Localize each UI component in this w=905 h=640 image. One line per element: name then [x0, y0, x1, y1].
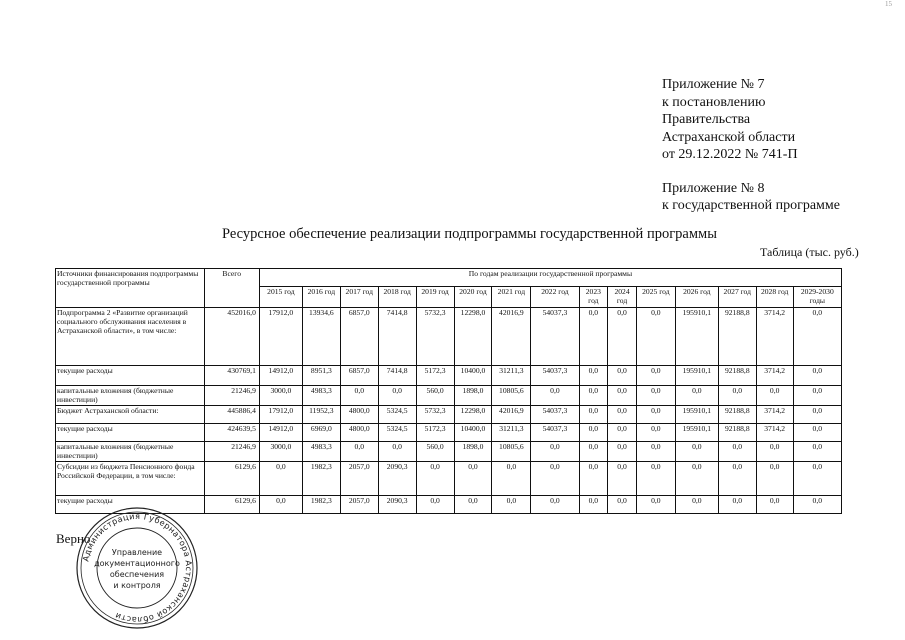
row-year-value: 0,0	[259, 496, 302, 514]
row-year-value: 2090,3	[378, 462, 416, 496]
verified-signature-label: Верно	[56, 531, 91, 546]
row-year-value: 195910,1	[675, 308, 718, 366]
row-year-value: 1982,3	[302, 496, 340, 514]
header-year: 2029-2030 годы	[793, 287, 841, 308]
header-source: Источники финансирования подпрограммы государственной программы	[56, 269, 205, 308]
row-year-value: 0,0	[579, 366, 608, 386]
row-year-value: 560,0	[416, 386, 454, 406]
row-year-value: 5732,3	[416, 308, 454, 366]
header-year: 2022 год	[531, 287, 579, 308]
row-year-value: 0,0	[608, 496, 637, 514]
appendix-line: Приложение № 7	[662, 77, 765, 92]
row-year-value: 4800,0	[340, 406, 378, 424]
row-year-value: 0,0	[793, 406, 841, 424]
row-year-value: 0,0	[531, 496, 579, 514]
table-row	[56, 308, 842, 366]
row-year-value: 0,0	[636, 442, 675, 462]
row-year-value: 0,0	[718, 462, 756, 496]
row-year-value: 0,0	[675, 442, 718, 462]
document-title: Ресурсное обеспечение реализации подпрограммы государственной программы	[222, 226, 717, 242]
row-year-value: 3714,2	[756, 424, 793, 442]
header-total: Всего	[204, 269, 259, 308]
row-total: 430769,1	[204, 366, 259, 386]
row-year-value: 0,0	[756, 462, 793, 496]
stamp-center-line: Управление	[111, 548, 163, 557]
appendix-line: к постановлению	[662, 94, 766, 110]
row-year-value: 195910,1	[675, 406, 718, 424]
row-year-value: 17912,0	[259, 406, 302, 424]
row-year-value: 0,0	[378, 386, 416, 406]
row-year-value: 0,0	[579, 424, 608, 442]
row-year-value: 0,0	[608, 366, 637, 386]
row-year-value: 0,0	[340, 386, 378, 406]
row-year-value: 195910,1	[675, 366, 718, 386]
header-year: 2021 год	[492, 287, 531, 308]
row-year-value: 0,0	[756, 386, 793, 406]
row-year-value: 0,0	[416, 496, 454, 514]
row-year-value: 0,0	[579, 462, 608, 496]
row-year-value: 3714,2	[756, 308, 793, 366]
row-label: текущие расходы	[56, 366, 205, 386]
row-year-value: 0,0	[793, 424, 841, 442]
row-year-value: 560,0	[416, 442, 454, 462]
row-total: 445886,4	[204, 406, 259, 424]
row-year-value: 0,0	[636, 406, 675, 424]
row-year-value: 3000,0	[259, 386, 302, 406]
row-year-value: 0,0	[793, 366, 841, 386]
row-year-value: 92188,8	[718, 366, 756, 386]
row-year-value: 3714,2	[756, 406, 793, 424]
row-year-value: 0,0	[756, 442, 793, 462]
table-row	[56, 366, 842, 386]
row-year-value: 6857,0	[340, 308, 378, 366]
row-year-value: 2090,3	[378, 496, 416, 514]
row-year-value: 0,0	[454, 496, 492, 514]
row-year-value: 3714,2	[756, 366, 793, 386]
header-year: 2024 год	[608, 287, 637, 308]
row-year-value: 10805,6	[492, 386, 531, 406]
row-year-value: 0,0	[579, 308, 608, 366]
row-year-value: 1982,3	[302, 462, 340, 496]
row-year-value: 0,0	[636, 366, 675, 386]
header-year: 2020 год	[454, 287, 492, 308]
header-year: 2018 год	[378, 287, 416, 308]
row-year-value: 0,0	[531, 386, 579, 406]
row-year-value: 4983,3	[302, 386, 340, 406]
stamp-ring-text: Администрация Губернатора Астраханской области	[80, 510, 195, 626]
row-total: 21246,9	[204, 442, 259, 462]
row-label: текущие расходы	[56, 424, 205, 442]
table-row	[56, 424, 842, 442]
row-year-value: 31211,3	[492, 424, 531, 442]
table-row	[56, 386, 842, 406]
row-year-value: 42016,9	[492, 406, 531, 424]
row-year-value: 54037,3	[531, 308, 579, 366]
row-year-value: 2057,0	[340, 462, 378, 496]
appendix-line: Правительства	[662, 112, 751, 127]
header-by-years: По годам реализации государственной программы	[259, 269, 841, 287]
row-year-value: 31211,3	[492, 366, 531, 386]
row-label: текущие расходы	[56, 496, 205, 514]
row-year-value: 13934,6	[302, 308, 340, 366]
row-year-value: 5732,3	[416, 406, 454, 424]
appendix-line: к государственной программе	[662, 198, 840, 213]
row-year-value: 0,0	[608, 406, 637, 424]
row-label: капитальные вложения (бюджетные инвестиции)	[56, 442, 205, 462]
table-unit-label: Таблица (тыс. руб.)	[760, 245, 859, 259]
row-year-value: 5172,3	[416, 366, 454, 386]
table-row	[56, 442, 842, 462]
row-year-value: 0,0	[416, 462, 454, 496]
row-year-value: 0,0	[636, 462, 675, 496]
appendix-line: Приложение № 8	[662, 180, 765, 196]
row-year-value: 10805,6	[492, 442, 531, 462]
table-row	[56, 406, 842, 424]
row-year-value: 0,0	[675, 462, 718, 496]
row-year-value: 8951,3	[302, 366, 340, 386]
header-year: 2016 год	[302, 287, 340, 308]
appendix-line: от 29.12.2022 № 741-П	[662, 147, 798, 162]
row-label: Бюджет Астраханской области:	[56, 406, 205, 424]
row-year-value: 0,0	[793, 308, 841, 366]
row-year-value: 10400,0	[454, 424, 492, 442]
row-year-value: 0,0	[608, 442, 637, 462]
row-year-value: 0,0	[675, 386, 718, 406]
row-year-value: 0,0	[636, 424, 675, 442]
row-year-value: 0,0	[793, 496, 841, 514]
header-year: 2025 год	[636, 287, 675, 308]
row-year-value: 0,0	[608, 308, 637, 366]
row-year-value: 42016,9	[492, 308, 531, 366]
page-corner-mark: 15	[885, 0, 892, 8]
row-label: Подпрограмма 2 «Развитие организаций социального обслуживания населения в Астраханской области», в том числе:	[56, 308, 205, 366]
row-year-value: 4983,3	[302, 442, 340, 462]
row-year-value: 54037,3	[531, 424, 579, 442]
header-year: 2019 год	[416, 287, 454, 308]
row-year-value: 5172,3	[416, 424, 454, 442]
row-label: капитальные вложения (бюджетные инвестиции)	[56, 386, 205, 406]
row-year-value: 0,0	[531, 462, 579, 496]
row-year-value: 92188,8	[718, 308, 756, 366]
row-year-value: 54037,3	[531, 366, 579, 386]
row-total: 6129,6	[204, 462, 259, 496]
header-year: 2023 год	[579, 287, 608, 308]
row-year-value: 0,0	[340, 442, 378, 462]
row-year-value: 12298,0	[454, 308, 492, 366]
row-year-value: 0,0	[636, 386, 675, 406]
row-year-value: 195910,1	[675, 424, 718, 442]
stamp-center-line: и контроля	[113, 581, 161, 590]
row-year-value: 7414,8	[378, 366, 416, 386]
row-year-value: 92188,8	[718, 406, 756, 424]
row-year-value: 10400,0	[454, 366, 492, 386]
stamp-center-line: документационного	[94, 559, 180, 568]
header-year: 2027 год	[718, 287, 756, 308]
row-year-value: 0,0	[675, 496, 718, 514]
row-year-value: 14912,0	[259, 424, 302, 442]
official-stamp	[74, 505, 200, 631]
row-year-value: 12298,0	[454, 406, 492, 424]
row-year-value: 0,0	[636, 496, 675, 514]
row-year-value: 54037,3	[531, 406, 579, 424]
row-year-value: 5324,5	[378, 424, 416, 442]
row-year-value: 6969,0	[302, 424, 340, 442]
table-body	[56, 308, 842, 514]
row-year-value: 0,0	[579, 496, 608, 514]
header-year: 2026 год	[675, 287, 718, 308]
row-year-value: 0,0	[378, 442, 416, 462]
row-total: 6129,6	[204, 496, 259, 514]
row-year-value: 11952,3	[302, 406, 340, 424]
row-year-value: 0,0	[756, 496, 793, 514]
table-row	[56, 462, 842, 496]
row-year-value: 0,0	[608, 424, 637, 442]
stamp-center-line: обеспечения	[109, 570, 165, 579]
row-year-value: 0,0	[608, 462, 637, 496]
row-year-value: 5324,5	[378, 406, 416, 424]
row-year-value: 0,0	[579, 386, 608, 406]
row-year-value: 0,0	[718, 496, 756, 514]
row-label: Субсидии из бюджета Пенсионного фонда Российской Федерации, в том числе:	[56, 462, 205, 496]
resource-table	[55, 268, 842, 514]
row-year-value: 0,0	[718, 442, 756, 462]
row-year-value: 3000,0	[259, 442, 302, 462]
row-year-value: 1898,0	[454, 442, 492, 462]
row-year-value: 0,0	[793, 386, 841, 406]
row-total: 452016,0	[204, 308, 259, 366]
row-total: 21246,9	[204, 386, 259, 406]
row-year-value: 0,0	[259, 462, 302, 496]
row-year-value: 0,0	[608, 386, 637, 406]
row-year-value: 4800,0	[340, 424, 378, 442]
header-year: 2017 год	[340, 287, 378, 308]
row-year-value: 0,0	[636, 308, 675, 366]
row-year-value: 14912,0	[259, 366, 302, 386]
row-year-value: 1898,0	[454, 386, 492, 406]
header-year: 2028 год	[756, 287, 793, 308]
row-year-value: 0,0	[492, 496, 531, 514]
row-year-value: 0,0	[793, 462, 841, 496]
row-year-value: 0,0	[579, 406, 608, 424]
row-year-value: 0,0	[579, 442, 608, 462]
header-year: 2015 год	[259, 287, 302, 308]
row-year-value: 0,0	[531, 442, 579, 462]
row-year-value: 0,0	[454, 462, 492, 496]
row-year-value: 7414,8	[378, 308, 416, 366]
row-year-value: 0,0	[718, 386, 756, 406]
appendix-line: Астраханской области	[662, 129, 796, 145]
row-year-value: 0,0	[793, 442, 841, 462]
row-year-value: 6857,0	[340, 366, 378, 386]
row-year-value: 17912,0	[259, 308, 302, 366]
row-year-value: 92188,8	[718, 424, 756, 442]
row-total: 424639,5	[204, 424, 259, 442]
row-year-value: 0,0	[492, 462, 531, 496]
appendix-block	[662, 76, 840, 215]
row-year-value: 2057,0	[340, 496, 378, 514]
